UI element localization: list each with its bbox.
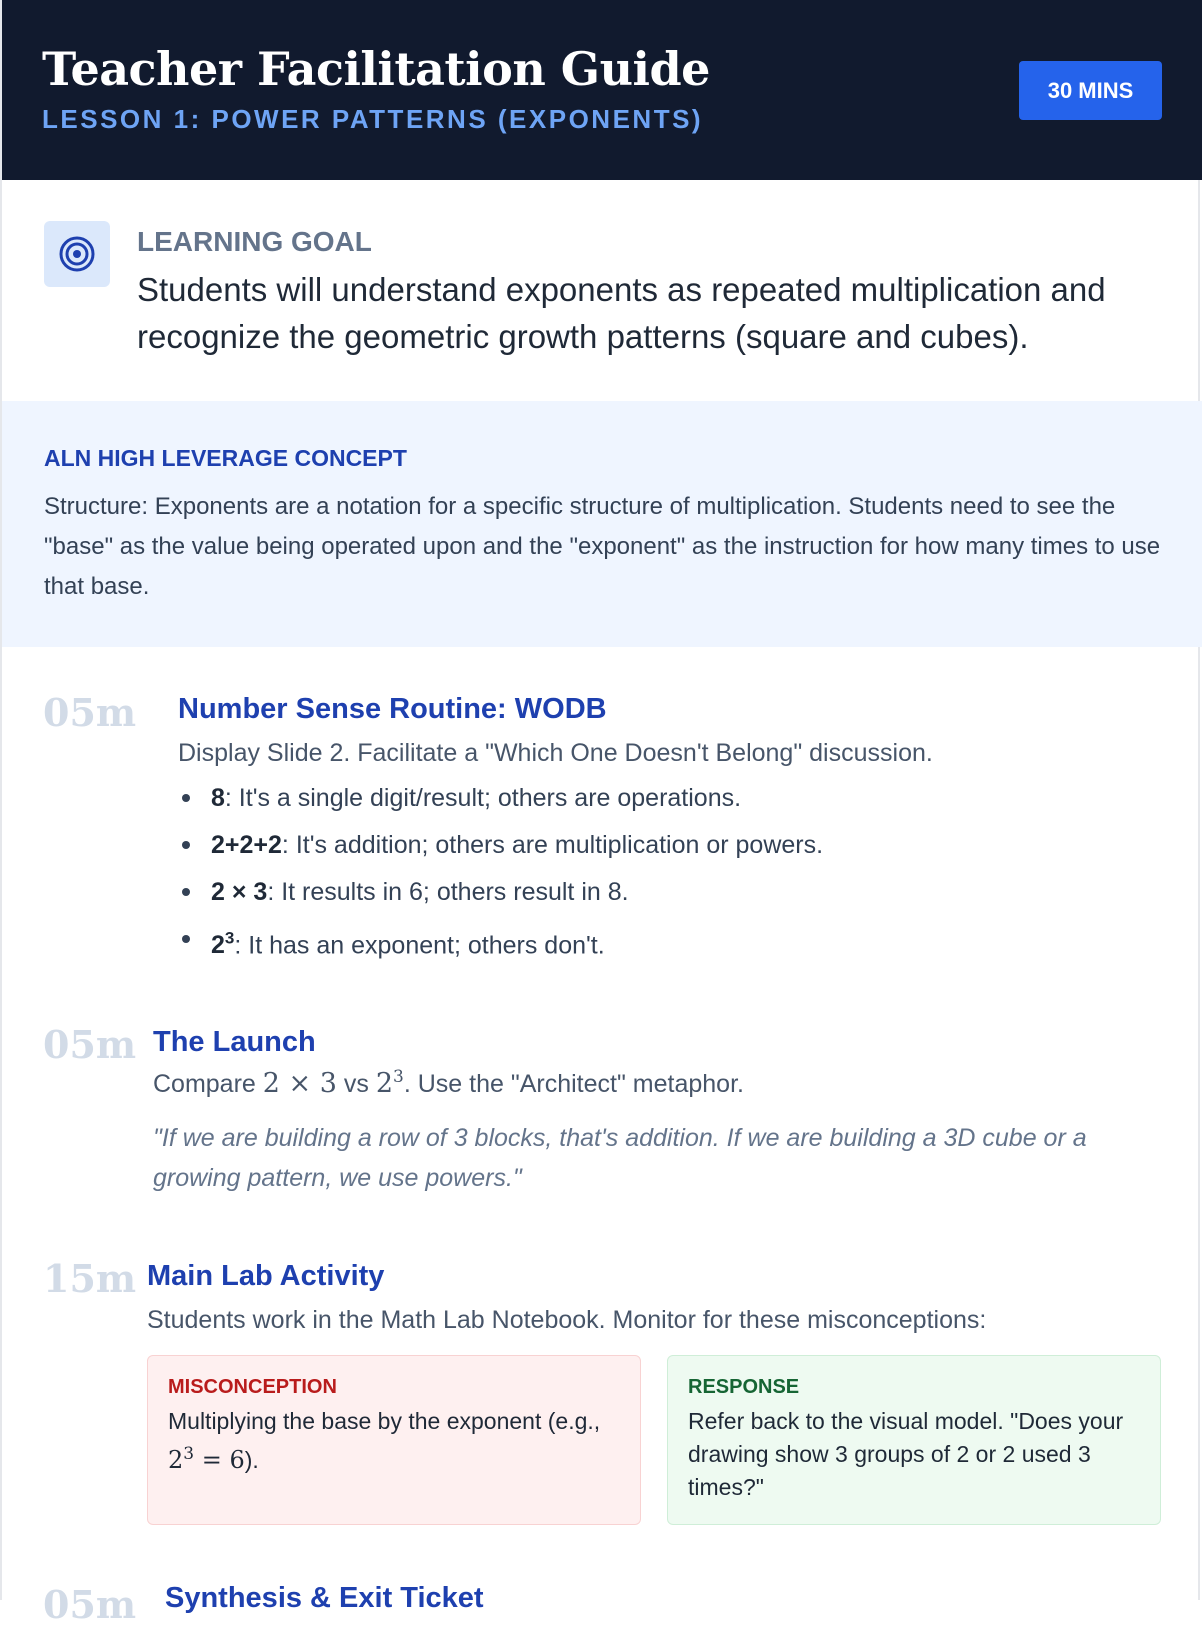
section-time: 05m (43, 1022, 137, 1067)
learning-goal-label: LEARNING GOAL (137, 226, 372, 257)
bullet-text: : It's addition; others are multiplication or powers. (281, 831, 824, 859)
section-title: Synthesis & Exit Ticket (165, 1582, 484, 1614)
section-time: 05m (43, 690, 137, 735)
learning-goal-text: Students will understand exponents as repeated multiplication and recognize the geometric growth patterns (square and cubes). (137, 271, 1106, 355)
target-icon (44, 221, 110, 287)
aln-concept-text: Structure: Exponents are a notation for a specific structure of multiplication. Students need to see the "base" as the value being operated upon and the "exponent" as the instruction for how many times to use that base. (44, 493, 1161, 600)
list-item (182, 829, 823, 876)
bullet-term: $2^3$ (211, 929, 235, 960)
header-banner (2, 0, 1202, 180)
lesson-subtitle: LESSON 1: POWER PATTERNS (EXPONENTS) (42, 104, 704, 134)
aln-concept-panel (2, 401, 1202, 647)
math-expression: $2^3 = 6$ (168, 1444, 245, 1474)
section-description: Display Slide 2. Facilitate a "Which One Doesn't Belong" discussion. (178, 739, 933, 767)
bullet-text: : It's a single digit/result; others are operations. (224, 784, 742, 812)
section-title: The Launch (153, 1026, 316, 1058)
response-box (667, 1355, 1161, 1525)
list-item (182, 782, 823, 829)
math-expression: $2^3$ (375, 1067, 404, 1099)
section-title: Number Sense Routine: WODB (178, 693, 607, 725)
section-time: 05m (43, 1582, 137, 1627)
response-label: RESPONSE (688, 1376, 800, 1398)
section-description: Compare 2 × 3 vs $2^3$. Use the "Architect" metaphor. (153, 1067, 744, 1099)
response-text: Refer back to the visual model. "Does your drawing show 3 groups of 2 or 2 used 3 times?" (688, 1408, 1124, 1500)
section-description: Students work in the Math Lab Notebook. Monitor for these misconceptions: (147, 1306, 987, 1334)
list-item (182, 876, 823, 923)
aln-concept-label: ALN HIGH LEVERAGE CONCEPT (44, 445, 407, 471)
page-title: Teacher Facilitation Guide (42, 42, 710, 96)
section-time: 15m (43, 1256, 137, 1301)
bullet-term: 2+2+2 (211, 831, 282, 859)
duration-badge: 30 MINS (1019, 61, 1162, 120)
misconception-box (147, 1355, 641, 1525)
wodb-bullet-list (182, 782, 823, 970)
section-title: Main Lab Activity (147, 1260, 385, 1292)
math-expression: 2 × 3 (262, 1068, 337, 1099)
misconception-text: Multiplying the base by the exponent (e.g., $2^3 = 6$). (168, 1408, 601, 1474)
misconception-label: MISCONCEPTION (168, 1376, 337, 1398)
bullet-term: 8 (211, 784, 225, 812)
bullet-term: 2 × 3 (211, 878, 268, 906)
bullet-text: : It has an exponent; others don't. (234, 931, 605, 960)
list-item (182, 923, 823, 970)
bullet-text: : It results in 6; others result in 8. (267, 878, 629, 906)
architect-quote: "If we are building a row of 3 blocks, that's addition. If we are building a 3D cube or a growing pattern, we use powers." (153, 1124, 1087, 1192)
